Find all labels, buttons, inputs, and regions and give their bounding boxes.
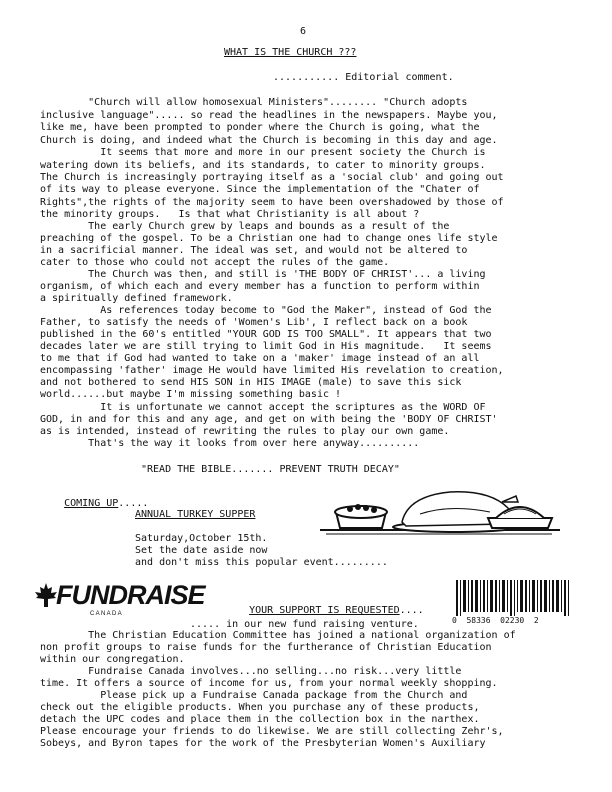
fundraise-logo [34, 580, 205, 618]
body-line: Rights",the rights of the majority seem to have been overshadowed by those of [40, 197, 504, 208]
fundraise-intro: ..... in our new fund raising venture. [190, 619, 419, 630]
body-line: time. It offers a source of income for us, from your normal weekly shopping. [40, 678, 498, 689]
editorial-subtitle: ........... Editorial comment. [273, 72, 454, 83]
body-line: as is intended, instead of rewriting the rules to play our own game. [40, 426, 450, 437]
slogan: "READ THE BIBLE....... PREVENT TRUTH DECAY" [141, 464, 400, 475]
body-line: decades later we are still trying to limit God in His magnitude. It seems [40, 341, 492, 352]
support-dots: .... [399, 605, 424, 616]
body-line: non profit groups to raise funds for the furtherance of Christian Education [40, 642, 492, 653]
body-line: world......but maybe I'm missing something basic ! [40, 389, 342, 400]
fundraise-logo-text: FUNDRAISE [56, 580, 205, 610]
body-line: Father, to satisfy the needs of 'Women's Lib', I reflect back on a book [40, 317, 468, 328]
body-line: of its way to please everyone. Since the implementation of the "Chater of [40, 184, 480, 195]
body-line: It is unfortunate we cannot accept the scriptures as the WORD OF [40, 402, 486, 413]
body-line: Please pick up a Fundraise Canada package from the Church and [40, 690, 468, 701]
body-line: GOD, in and for this and any age, and get on with being the 'BODY OF CHRIST' [40, 414, 498, 425]
body-line: Please encourage your friends to do likewise. We are still collecting Zehr's, [40, 726, 504, 737]
body-line: check out the eligible products. When you purchase any of these products, [40, 702, 480, 713]
body-line: organism, of which each and every member has a function to perform within [40, 281, 480, 292]
body-line: preaching of the gospel. To be a Christian one had to change ones life style [40, 233, 498, 244]
body-line: encompassing 'father' image He would have limited His revelation to creation, [40, 365, 504, 376]
turkey-date: Saturday,October 15th. [135, 533, 268, 544]
coming-up-dots: ..... [118, 498, 149, 509]
body-line: Fundraise Canada involves...no selling...no risk...very little [40, 666, 462, 677]
barcode-icon [452, 580, 580, 616]
page-number: 6 [300, 26, 307, 37]
page-title: WHAT IS THE CHURCH ??? [224, 47, 357, 58]
coming-up-heading [40, 487, 148, 520]
body-line: It seems that more and more in our present society the Church is [40, 147, 486, 158]
body-line: watering down its beliefs, and its standards, to cater to minority groups. [40, 160, 486, 171]
body-line: like me, have been prompted to ponder where the Church is going, what the [40, 122, 480, 133]
body-line: That's the way it looks from over here anyway.......... [40, 438, 420, 449]
body-line: a spiritually defined framework. [40, 293, 233, 304]
body-line: cater to those who could not accept the rules of the game. [40, 257, 390, 268]
body-line: to me that if God had wanted to take on a 'maker' image instead of an all [40, 353, 480, 364]
body-line: The Church was then, and still is 'THE BODY OF CHRIST'... a living [40, 269, 486, 280]
body-line: As references today become to "God the Maker", instead of God the [40, 305, 492, 316]
turkey-dinner-illustration [320, 478, 560, 538]
barcode-number: 0 58336 02230 2 [452, 616, 539, 625]
maple-leaf-icon [34, 582, 58, 608]
turkey-note: Set the date aside now [135, 545, 268, 556]
body-line: Sobeys, and Byron tapes for the work of the Presbyterian Women's Auxiliary [40, 738, 486, 749]
body-line: The Christian Education Committee has joined a national organization of [40, 630, 516, 641]
body-line: detach the UPC codes and place them in the collection box in the narthex. [40, 714, 480, 725]
body-line: Church is doing, and indeed what the Church is becoming in this day and age. [40, 135, 498, 146]
body-line: "Church will allow homosexual Ministers"........ "Church adopts [40, 97, 468, 108]
body-line: inclusive language"..... so read the headlines in the newspapers. Maybe you, [40, 110, 498, 121]
body-line: in a sacrificial manner. The ideal was set, and would not be altered to [40, 245, 468, 256]
upc-barcode [452, 580, 580, 626]
body-line: The Church is increasingly portraying itself as a 'social club' and going out [40, 172, 504, 183]
vegetable-bowl-icon [335, 504, 387, 528]
body-line: and not bothered to send HIS SON in HIS IMAGE (male) to save this sick [40, 377, 462, 388]
coming-up-label: COMING UP [64, 498, 119, 509]
body-line: the minority groups. Is that what Christianity is all about ? [40, 209, 420, 220]
body-line: The early Church grew by leaps and bounds as a result of the [40, 221, 450, 232]
support-label: YOUR SUPPORT IS REQUESTED [249, 605, 400, 616]
body-line: published in the 60's entitled "YOUR GOD IS TOO SMALL". It appears that two [40, 329, 492, 340]
turkey-supper-heading: ANNUAL TURKEY SUPPER [135, 509, 256, 520]
body-line: within our congregation. [40, 654, 185, 665]
turkey-note: and don't miss this popular event......... [135, 557, 388, 568]
fundraise-logo-sub: C A N A D A [90, 611, 122, 617]
